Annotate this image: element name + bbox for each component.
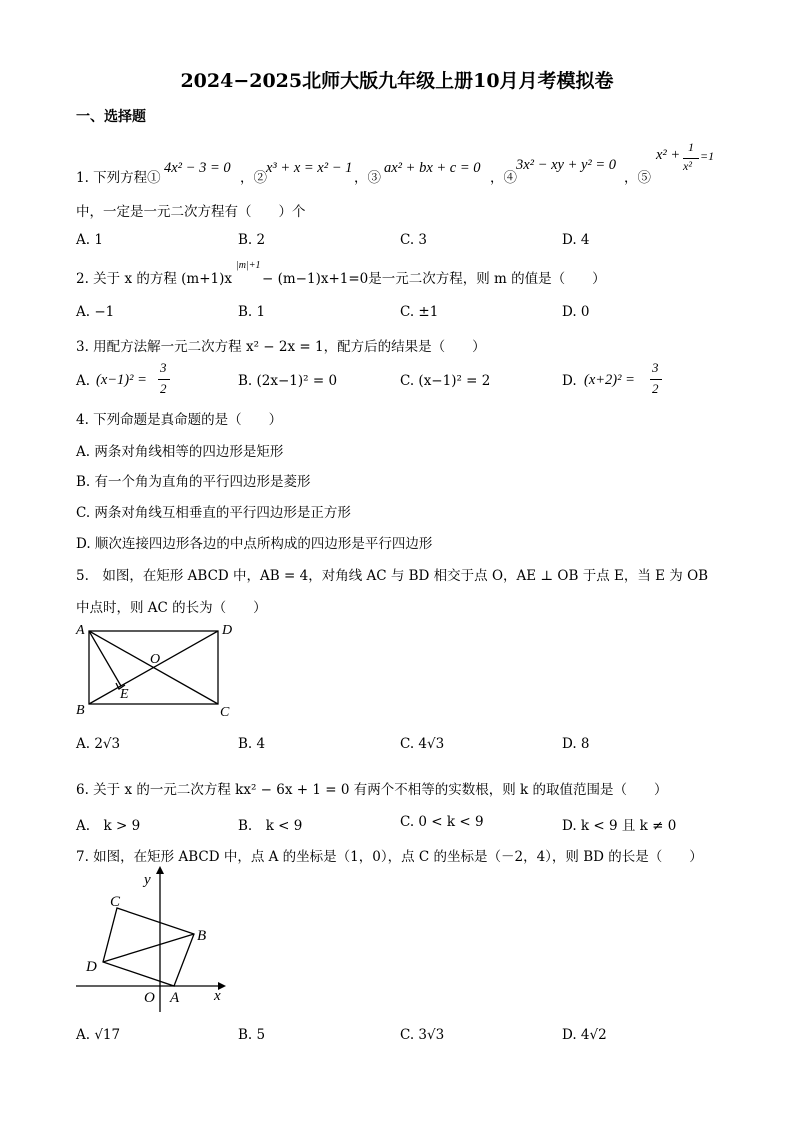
diagonal-bd bbox=[103, 934, 194, 962]
section-heading: 一、选择题 bbox=[76, 109, 146, 125]
q3-option-d-numerator: 3 bbox=[652, 360, 659, 375]
q1-sep-5: ，⑤ bbox=[624, 170, 651, 186]
q2-option-c[interactable]: C. ±1 bbox=[400, 304, 439, 320]
q6-text: 6. 关于 x 的一元二次方程 kx² − 6x + 1 = 0 有两个不相等的实数根，则 k 的取值范围是（ ） bbox=[76, 782, 668, 798]
q1-equation-1: 4x² − 3 = 0 bbox=[164, 160, 231, 176]
q4-text: 4. 下列命题是真命题的是（ ） bbox=[76, 412, 283, 428]
q5-option-a[interactable]: A. 2√3 bbox=[76, 736, 121, 752]
q6-option-d[interactable]: D. k < 9 且 k ≠ 0 bbox=[562, 818, 677, 834]
q1-option-d[interactable]: D. 4 bbox=[562, 232, 590, 248]
rectangle-abcd bbox=[103, 908, 194, 986]
label-b: B bbox=[197, 928, 207, 944]
label-a: A bbox=[76, 623, 85, 638]
perpendicular-ae bbox=[89, 631, 121, 686]
q4-option-a[interactable]: A. 两条对角线相等的四边形是矩形 bbox=[76, 444, 284, 460]
q3-option-d-denominator: 2 bbox=[652, 381, 659, 396]
label-b: B bbox=[76, 703, 85, 718]
q1-prefix: 1. 下列方程① bbox=[76, 170, 161, 186]
rectangle-figure bbox=[70, 618, 240, 722]
q1-line-2: 中，一定是一元二次方程有（ ）个 bbox=[76, 204, 306, 220]
q2-exponent: |m|+1 bbox=[236, 260, 261, 271]
q4-option-c[interactable]: C. 两条对角线互相垂直的平行四边形是正方形 bbox=[76, 505, 351, 521]
q4-option-d[interactable]: D. 顺次连接四边形各边的中点所构成的四边形是平行四边形 bbox=[76, 536, 433, 552]
q2-option-a[interactable]: A. −1 bbox=[76, 304, 115, 320]
q6-option-b[interactable]: B. k < 9 bbox=[238, 818, 303, 834]
q5-line-2: 中点时，则 AC 的长为（ ） bbox=[76, 600, 267, 616]
label-e: E bbox=[120, 687, 129, 702]
label-d: D bbox=[222, 623, 233, 638]
q5-option-c[interactable]: C. 4√3 bbox=[400, 736, 445, 752]
q5-option-b[interactable]: B. 4 bbox=[238, 736, 266, 752]
label-c: C bbox=[220, 705, 230, 720]
q1-eq5-equals: =1 bbox=[700, 149, 715, 163]
label-y: y bbox=[144, 872, 151, 888]
q2-option-d[interactable]: D. 0 bbox=[562, 304, 590, 320]
fraction-bar bbox=[650, 379, 662, 380]
q1-sep-3: ，③ bbox=[354, 170, 381, 186]
coordinate-figure bbox=[70, 866, 230, 1016]
label-c: C bbox=[110, 894, 121, 910]
fraction-bar bbox=[158, 379, 170, 380]
label-d: D bbox=[86, 959, 97, 975]
q1-eq5-numerator: 1 bbox=[688, 140, 694, 154]
q3-text: 3. 用配方法解一元二次方程 x² − 2x = 1，配方后的结果是（ ） bbox=[76, 339, 486, 355]
q1-equation-3: ax² + bx + c = 0 bbox=[384, 160, 481, 176]
q1-option-c[interactable]: C. 3 bbox=[400, 232, 428, 248]
q7-text: 7. 如图，在矩形 ABCD 中，点 A 的坐标是（1，0），点 C 的坐标是（－2，4），则 BD 的长是（ ） bbox=[76, 849, 703, 865]
q3-option-c[interactable]: C. (x−1)² = 2 bbox=[400, 373, 491, 389]
q3-option-a-numerator: 3 bbox=[160, 360, 167, 375]
q2-text-part2: − (m−1)x+1=0是一元二次方程，则 m 的值是（ ） bbox=[262, 271, 606, 287]
q7-option-b[interactable]: B. 5 bbox=[238, 1027, 266, 1043]
q1-option-b[interactable]: B. 2 bbox=[238, 232, 266, 248]
label-o: O bbox=[150, 652, 161, 667]
q3-option-a-denominator: 2 bbox=[160, 381, 167, 396]
q1-sep-2: ，② bbox=[240, 170, 267, 186]
q2-option-b[interactable]: B. 1 bbox=[238, 304, 266, 320]
q7-option-c[interactable]: C. 3√3 bbox=[400, 1027, 445, 1043]
q1-sep-4: ，④ bbox=[490, 170, 517, 186]
q3-option-b[interactable]: B. (2x−1)² = 0 bbox=[238, 373, 338, 389]
q5-option-d[interactable]: D. 8 bbox=[562, 736, 590, 752]
q1-equation-4: 3x² − xy + y² = 0 bbox=[516, 157, 617, 173]
q4-option-b[interactable]: B. 有一个角为直角的平行四边形是菱形 bbox=[76, 474, 311, 490]
q3-option-a-expr: (x−1)² = bbox=[96, 372, 147, 388]
q1-option-a[interactable]: A. 1 bbox=[76, 232, 103, 248]
q1-equation-2: x³ + x = x² − 1 bbox=[266, 160, 353, 176]
y-axis-arrow bbox=[156, 866, 164, 874]
q6-option-c[interactable]: C. 0 < k < 9 bbox=[400, 814, 484, 830]
label-x: x bbox=[214, 988, 221, 1004]
q1-equation-5-part: x² + bbox=[656, 147, 681, 163]
q3-option-a-label[interactable]: A. bbox=[76, 373, 91, 389]
q2-text-part1: 2. 关于 x 的方程 (m+1)x bbox=[76, 271, 233, 287]
q3-option-d-expr: (x+2)² = bbox=[584, 372, 635, 388]
q5-line-1: 5. 如图，在矩形 ABCD 中，AB = 4，对角线 AC 与 BD 相交于点 O，AE ⊥ OB 于点 E，当 E 为 OB bbox=[76, 568, 709, 584]
q7-option-d[interactable]: D. 4√2 bbox=[562, 1027, 607, 1043]
label-a: A bbox=[170, 990, 180, 1006]
q7-option-a[interactable]: A. √17 bbox=[76, 1027, 121, 1043]
label-o: O bbox=[144, 990, 155, 1006]
q1-eq5-denominator: x² bbox=[683, 159, 692, 173]
page-title: 2024−2025北师大版九年级上册10月月考模拟卷 bbox=[180, 70, 614, 92]
q6-option-a[interactable]: A. k > 9 bbox=[76, 818, 141, 834]
q3-option-d-label[interactable]: D. bbox=[562, 373, 577, 389]
